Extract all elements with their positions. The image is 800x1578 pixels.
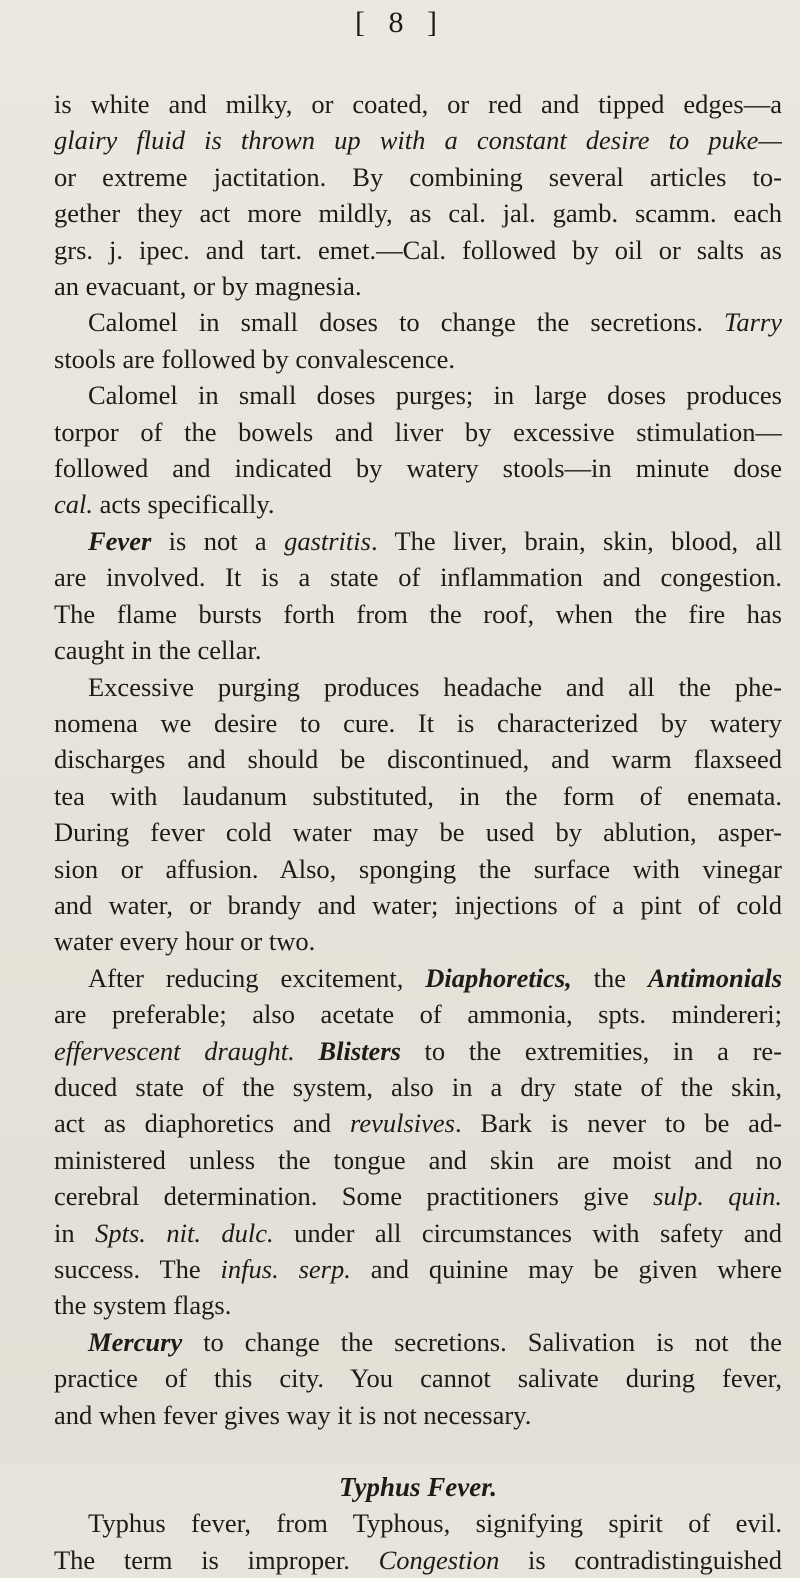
text-line: sion or affusion. Also, sponging the surface with vinegar — [54, 853, 782, 884]
text-line: practice of this city. You cannot salivate during fever, — [54, 1363, 782, 1394]
text-line: is white and milky, or coated, or red and tipped edges—a — [54, 89, 782, 119]
text-line: and water, or brandy and water; injections of a pint of cold — [54, 889, 782, 920]
text-line: and when fever gives way it is not necessary. — [54, 1399, 532, 1430]
text-line: caught in the cellar. — [54, 635, 262, 666]
text-line: discharges and should be discontinued, and warm flaxseed — [54, 744, 782, 775]
text-line: effervescent draught. Blisters to the extremities, in a re- — [54, 1035, 782, 1066]
text-line: Calomel in small doses purges; in large doses produces — [88, 380, 782, 411]
text-line: tea with laudanum substituted, in the form of enemata. — [54, 780, 782, 811]
text-line: gether they act more mildly, as cal. jal. gamb. scamm. each — [54, 198, 782, 229]
text-line: Mercury to change the secretions. Salivation is not the — [88, 1326, 782, 1357]
text-line: nomena we desire to cure. It is characterized by watery — [54, 707, 782, 738]
text-line: success. The infus. serp. and quinine may be given where — [54, 1254, 782, 1284]
text-line: cerebral determination. Some practitioners give sulp. quin. — [54, 1181, 782, 1212]
text-line: in Spts. nit. dulc. under all circumstances with safety and — [54, 1217, 782, 1248]
text-line: glairy fluid is thrown up with a constant desire to puke— — [54, 125, 782, 156]
text-line: act as diaphoretics and revulsives. Bark is never to be ad- — [54, 1108, 782, 1139]
text-line: an evacuant, or by magnesia. — [54, 271, 362, 302]
text-line: During fever cold water may be used by ablution, asper- — [54, 817, 782, 848]
text-line: are involved. It is a state of inflammation and congestion. — [54, 562, 782, 593]
text-line: Typhus fever, from Typhous, signifying spirit of evil. — [88, 1508, 782, 1539]
text-line: grs. j. ipec. and tart. emet.—Cal. followed by oil or salts as — [54, 234, 782, 265]
text-line: torpor of the bowels and liver by excessive stimulation— — [54, 416, 782, 447]
text-line: ministered unless the tongue and skin are moist and no — [54, 1144, 782, 1175]
text-line: cal. acts specifically. — [54, 489, 275, 520]
text-line: are preferable; also acetate of ammonia, spts. mindereri; — [54, 999, 782, 1030]
body-text — [54, 86, 782, 1578]
text-line: the system flags. — [54, 1290, 232, 1321]
page-number: [ 8 ] — [355, 6, 445, 39]
text-line: Fever is not a gastritis. The liver, brain, skin, blood, all — [88, 525, 782, 556]
text-line: Excessive purging produces headache and all the phe- — [88, 671, 782, 702]
text-line: or extreme jactitation. By combining several articles to- — [54, 161, 782, 192]
section-heading: Typhus Fever. — [339, 1472, 497, 1503]
text-line: water every hour or two. — [54, 926, 316, 957]
text-line: duced state of the system, also in a dry state of the skin, — [54, 1071, 782, 1102]
text-line: followed and indicated by watery stools—in minute dose — [54, 453, 782, 484]
text-line: The term is improper. Congestion is contradistinguished — [54, 1544, 782, 1575]
text-line: stools are followed by convalescence. — [54, 343, 456, 374]
text-line: The flame bursts forth from the roof, when the fire has — [54, 598, 782, 629]
text-line: Calomel in small doses to change the secretions. Tarry — [88, 307, 782, 338]
text-line: After reducing excitement, Diaphoretics, the Antimonials — [88, 962, 782, 993]
